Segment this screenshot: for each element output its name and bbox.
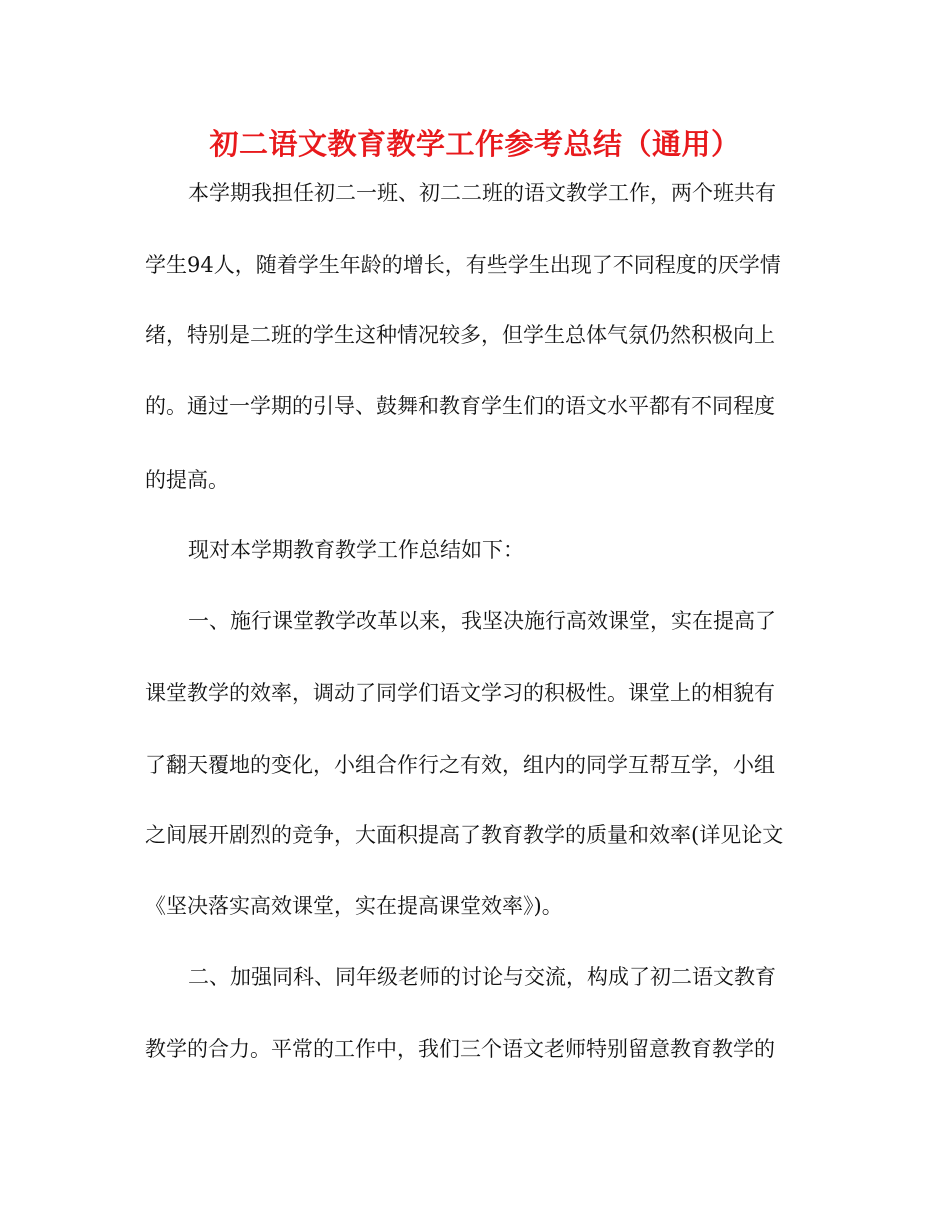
- paragraph-3-line-1: 一、施行课堂教学改革以来，我坚决施行高效课堂，实在提高了: [188, 609, 776, 633]
- paragraph-1-line-5: 的提高。: [145, 468, 229, 492]
- paragraph-3-line-3: 了翻天覆地的变化，小组合作行之有效，组内的同学互帮互学，小组: [145, 753, 775, 777]
- paragraph-1-line-3: 绪，特别是二班的学生这种情况较多，但学生总体气氛仍然积极向上: [145, 323, 775, 347]
- paragraph-1-line-1: 本学期我担任初二一班、初二二班的语文教学工作，两个班共有: [188, 181, 776, 205]
- paragraph-4-line-1: 二、加强同科、同年级老师的讨论与交流，构成了初二语文教育: [188, 965, 776, 989]
- paragraph-2-line-1: 现对本学期教育教学工作总结如下：: [188, 538, 524, 562]
- paragraph-3-line-2: 课堂教学的效率，调动了同学们语文学习的积极性。课堂上的相貌有: [145, 681, 775, 705]
- document-title: 初二语文教育教学工作参考总结（通用）: [209, 127, 741, 161]
- paragraph-3-line-5: 《坚决落实高效课堂，实在提高课堂效率》)。: [145, 894, 563, 918]
- paragraph-3-line-4: 之间展开剧烈的竞争，大面积提高了教育教学的质量和效率(详见论文: [145, 823, 784, 847]
- paragraph-1-line-4: 的。通过一学期的引导、鼓舞和教育学生们的语文水平都有不同程度: [145, 394, 775, 418]
- paragraph-1-line-2: 学生94人，随着学生年龄的增长，有些学生出现了不同程度的厌学情: [145, 253, 781, 277]
- paragraph-4-line-2: 教学的合力。平常的工作中，我们三个语文老师特别留意教育教学的: [145, 1037, 775, 1061]
